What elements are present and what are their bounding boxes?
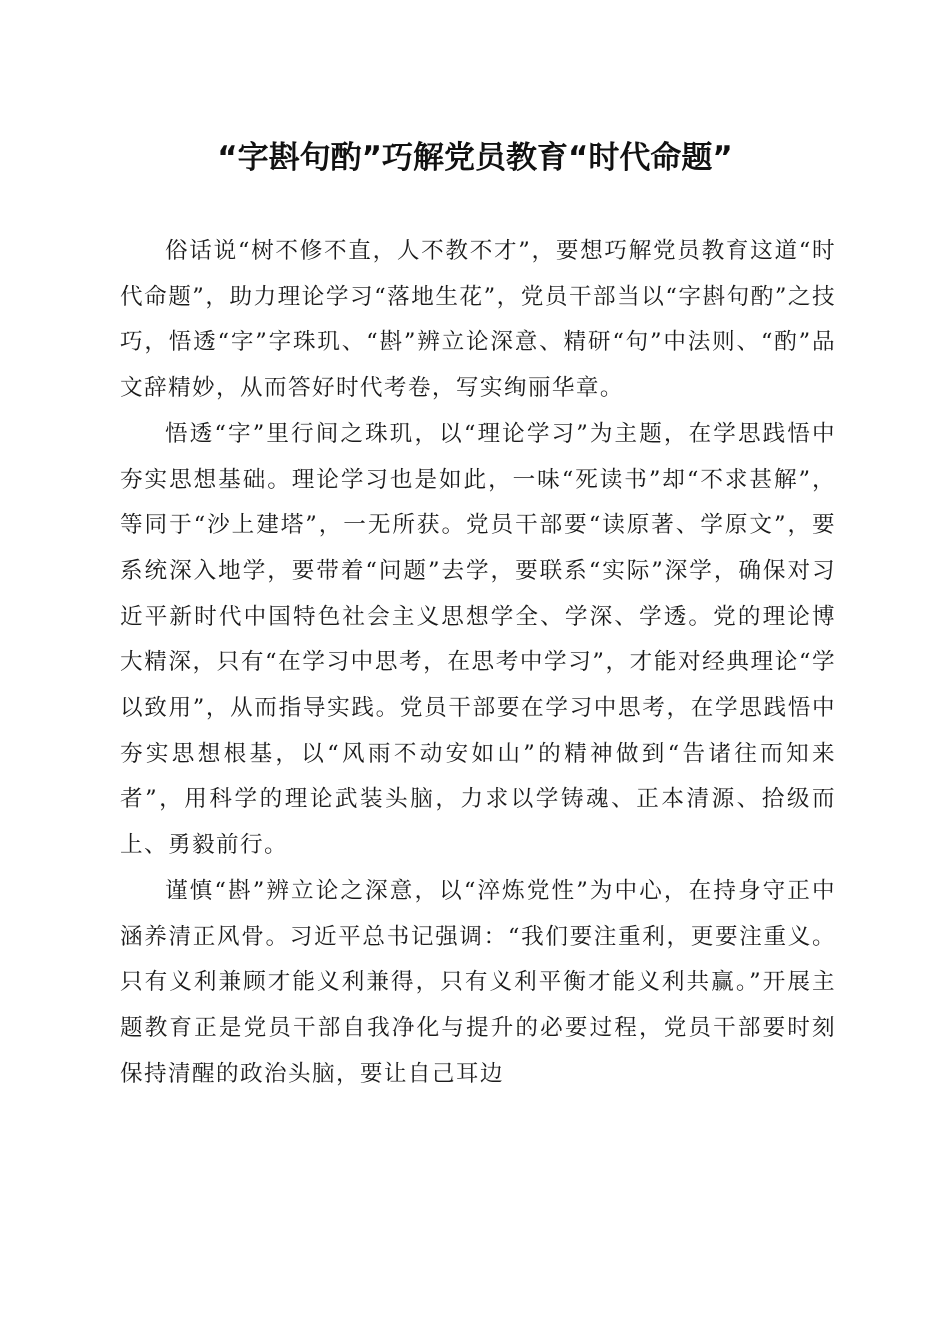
paragraph-zi: 悟透“字”里行间之珠玑，以“理论学习”为主题，在学思践悟中夯实思想基础。理论学习也是如此，一味“死读书”却“不求甚解”，等同于“沙上建塔”，一无所获。党员干部要“读原著、学原文”，要系统深入地学，要带着“问题”去学，要联系“实际”深学，确保对习近平新时代中国特色社会主义思想学全、学深、学透。党的理论博大精深，只有“在学习中思考，在思考中学习”，才能对经典理论“学以致用”，从而指导实践。党员干部要在学习中思考，在学思践悟中夯实思想根基，以“风雨不动安如山”的精神做到“告诸往而知来者”，用科学的理论武装头脑，力求以学铸魂、正本清源、拾级而上、勇毅前行。 — [120, 420, 836, 859]
document-body — [120, 229, 836, 1097]
document-title: “字斟句酌”巧解党员教育“时代命题” — [217, 140, 733, 176]
paragraph-intro: 俗话说“树不修不直，人不教不才”，要想巧解党员教育这道“时代命题”，助力理论学习“落地生花”，党员干部当以“字斟句酌”之技巧，悟透“字”字珠玑、“斟”辨立论深意、精研“句”中法则、“酌”品文辞精妙，从而答好时代考卷，写实绚丽华章。 — [120, 238, 836, 402]
paragraph-zhen: 谨慎“斟”辨立论之深意，以“淬炼党性”为中心，在持身守正中涵养清正风骨。习近平总书记强调：“我们要注重利，更要注重义。只有义利兼顾才能义利兼得，只有义利平衡才能义利共赢。”开展主题教育正是党员干部自我净化与提升的必要过程，党员干部要时刻保持清醒的政治头脑，要让自己耳边 — [120, 877, 836, 1087]
